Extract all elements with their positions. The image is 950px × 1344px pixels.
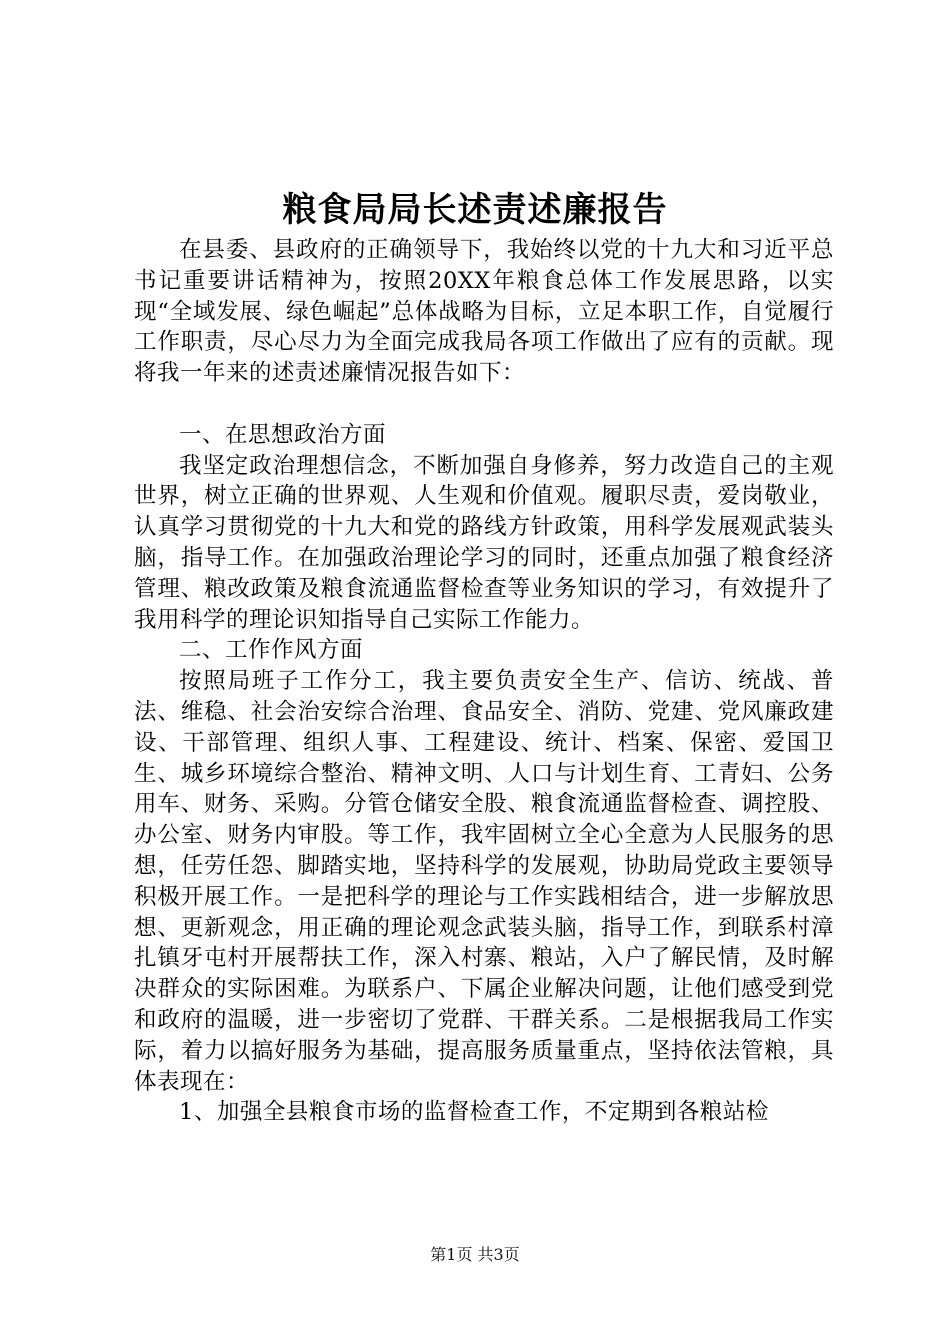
list-item-1: 1、加强全县粮食市场的监督检查工作，不定期到各粮站检 [179,1099,769,1126]
intro-paragraph: 在县委、县政府的正确领导下，我始终以党的十九大和习近平总书记重要讲话精神为，按照20XX年粮食总体工作发展思路，以实现“全域发展、绿色崛起”总体战略为目标，立足本职工作，自觉履行工作职责，尽心尽力为全面完成我局各项工作做出了应有的贡献。现将我一年来的述责述廉情况报告如下： [134,237,834,387]
work-style-paragraph: 按照局班子工作分工，我主要负责安全生产、信访、统战、普法、维稳、社会治安综合治理、食品安全、消防、党建、党风廉政建设、干部管理、组织人事、工程建设、统计、档案、保密、爱国卫生、城乡环境综合整治、精神文明、人口与计划生育、工青妇、公务用车、财务、采购。分管仓储安全股、粮食流通监督检查、调控股、办公室、财务内审股。等工作，我牢固树立全心全意为人民服务的思想，任劳任怨、脚踏实地，坚持科学的发展观，协助局党政主要领导积极开展工作。一是把科学的理论与工作实践相结合，进一步解放思想、更新观念，用正确的理论观念武装头脑，指导工作，到联系村漳扎镇牙屯村开展帮扶工作，深入村寨、粮站，入户了解民情，及时解决群众的实际困难。为联系户、下属企业解决问题，让他们感受到党和政府的温暖，进一步密切了党群、干群关系。二是根据我局工作实际，着力以搞好服务为基础，提高服务质量重点，坚持依法管粮，具体表现在： [134,668,834,1095]
document-body [134,235,834,1128]
section-heading-work-style: 二、工作作风方面 [179,637,364,664]
section-heading-political: 一、在思想政治方面 [179,421,387,448]
political-paragraph: 我坚定政治理想信念，不断加强自身修养，努力改造自己的主观世界，树立正确的世界观、人生观和价值观。履职尽责，爱岗敬业，认真学习贯彻党的十九大和党的路线方针政策，用科学发展观武装头脑，指导工作。在加强政治理论学习的同时，还重点加强了粮食经济管理、粮改政策及粮食流通监督检查等业务知识的学习，有效提升了我用科学的理论识知指导自己实际工作能力。 [134,452,834,633]
page-number-footer: 第1页 共3页 [430,1245,520,1264]
document-title: 粮食局局长述责述廉报告 [282,190,668,230]
